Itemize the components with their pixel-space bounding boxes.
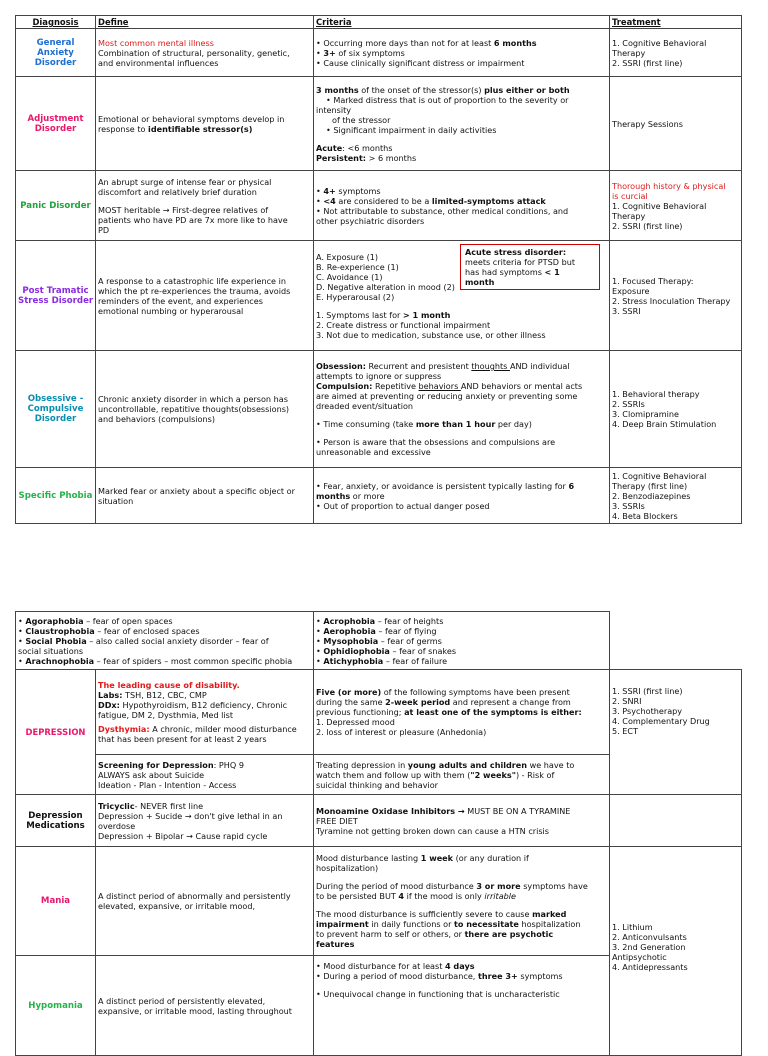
- define-hypomania: A distinct period of persistently elevated, expansive, or irritable mood, lasting throughout: [96, 956, 314, 1056]
- diagnosis-phobia: Specific Phobia: [16, 468, 96, 524]
- criteria-medications: Monoamine Oxidase Inhibitors → MUST BE ON A TYRAMINE FREE DIET Tyramine not getting broken down can cause a HTN crisis: [314, 795, 610, 847]
- criteria-hypomania: • Mood disturbance for at least 4 days • During a period of mood disturbance, three 3+ symptoms • Unequivocal change in functioning that is uncharacteristic: [314, 956, 610, 1056]
- diagnosis-ptsd: Post Tramatic Stress Disorder: [16, 241, 96, 351]
- define-adjustment: Emotional or behavioral symptoms develop in response to identifiable stressor(s): [96, 77, 314, 171]
- table-row-phobia-list: [16, 612, 742, 670]
- mood-disorders-table: [15, 611, 742, 1056]
- diagnosis-ocd: Obsessive - Compulsive Disorder: [16, 351, 96, 468]
- screening-depression: Screening for Depression: PHQ 9 ALWAYS ask about Suicide Ideation - Plan - Intention - Access: [96, 755, 314, 795]
- criteria-ocd: Obsession: Recurrent and presistent thoughts AND individual attempts to ignore or suppress Compulsion: Repetitive behaviors AND behaviors or mental acts are aimed at preventing or reducing anxiety or preventing some dreaded event/situation • Time consuming (take more than 1 hour per day) • Person is aware that the obsessions and compulsions are unreasonable and excessive: [314, 351, 610, 468]
- table-row-gad: [16, 29, 742, 77]
- table-row-phobia: [16, 468, 742, 524]
- young-depression: Treating depression in young adults and children we have to watch them and follow up with them ("2 weeks") - Risk of suicidal thinking and behavior: [314, 755, 610, 795]
- table-row-depression: [16, 670, 742, 755]
- treatment-medications: [610, 795, 742, 847]
- define-ptsd: A response to a catastrophic life experience in which the pt re-experiences the trauma, avoids reminders of the event, and experiences emotional numbing or hyperarousal: [96, 241, 314, 351]
- diagnosis-mania: Mania: [16, 847, 96, 956]
- diagnosis-hypomania: Hypomania: [16, 956, 96, 1056]
- treatment-adjustment: Therapy Sessions: [610, 77, 742, 171]
- anxiety-disorders-table: [15, 15, 742, 524]
- treatment-mania: 1. Lithium 2. Anticonvulsants 3. 2nd Generation Antipsychotic 4. Antidepressants: [610, 847, 742, 1056]
- treatment-depression: 1. SSRI (first line) 2. SNRI 3. Psychotherapy 4. Complementary Drug 5. ECT: [610, 670, 742, 795]
- treatment-ocd: 1. Behavioral therapy 2. SSRIs 3. Clomipramine 4. Deep Brain Stimulation: [610, 351, 742, 468]
- table-row-mania: [16, 847, 742, 956]
- treatment-ptsd: 1. Focused Therapy: Exposure 2. Stress Inoculation Therapy 3. SSRI: [610, 241, 742, 351]
- table-header-row: [16, 16, 742, 29]
- treatment-phobia: 1. Cognitive Behavioral Therapy (first line) 2. Benzodiazepines 3. SSRIs 4. Beta Blockers: [610, 468, 742, 524]
- diagnosis-depression: DEPRESSION: [16, 670, 96, 795]
- diagnosis-panic: Panic Disorder: [16, 171, 96, 241]
- criteria-depression: Five (or more) of the following symptoms have been present during the same 2-week period and represent a change from previous functioning; at least one of the symptoms is either: 1. Depressed mood 2. loss of interest or pleasure (Anhedonia): [314, 670, 610, 755]
- header-treatment: Treatment: [610, 16, 742, 29]
- header-criteria: Criteria: [314, 16, 610, 29]
- define-ocd: Chronic anxiety disorder in which a person has uncontrollable, repatitive thoughts(obsessions) and behaviors (compulsions): [96, 351, 314, 468]
- header-define: Define: [96, 16, 314, 29]
- define-phobia: Marked fear or anxiety about a specific object or situation: [96, 468, 314, 524]
- define-depression: The leading cause of disability. Labs: TSH, B12, CBC, CMP DDx: Hypothyroidism, B12 deficiency, Chronic fatigue, DM 2, Dysthmia, Med list Dysthymia: A chronic, milder mood disturbance that has been present for at least 2 years: [96, 670, 314, 755]
- define-gad: Most common mental illness Combination of structural, personality, genetic, and environmental influences: [96, 29, 314, 77]
- diagnosis-medications: Depression Medications: [16, 795, 96, 847]
- define-mania: A distinct period of abnormally and persistently elevated, expansive, or irritable mood,: [96, 847, 314, 956]
- criteria-ptsd: A. Exposure (1) B. Re-experience (1) C. Avoidance (1) D. Negative alteration in mood (2) E. Hyperarousal (2) 1. Symptoms last for > 1 month 2. Create distress or functional impairment 3. Not due to medication, substance use, or other illness Acute stress disorder: meets criteria for PTSD but has had symptoms < 1 month: [314, 241, 610, 351]
- phobia-list-left: • Agoraphobia – fear of open spaces • Claustrophobia – fear of enclosed spaces • Social Phobia – also called social anxiety disorder – fear of social situations • Arachnophobia – fear of spiders – most common specific phobia: [16, 612, 314, 670]
- criteria-gad: • Occurring more days than not for at least 6 months • 3+ of six symptoms • Cause clinically significant distress or impairment: [314, 29, 610, 77]
- table-row-adjustment: [16, 77, 742, 171]
- phobia-list-right: • Acrophobia – fear of heights • Aerophobia – fear of flying • Mysophobia – fear of germs • Ophidiophobia – fear of snakes • Atichyphobia – fear of failure: [314, 612, 610, 670]
- header-diagnosis: Diagnosis: [16, 16, 96, 29]
- criteria-phobia: • Fear, anxiety, or avoidance is persistent typically lasting for 6 months or more • Out of proportion to actual danger posed: [314, 468, 610, 524]
- criteria-adjustment: 3 months of the onset of the stressor(s) plus either or both • Marked distress that is out of proportion to the severity or intensity of the stressor • Significant impairment in daily activities Acute: <6 months Persistent: > 6 months: [314, 77, 610, 171]
- criteria-panic: • 4+ symptoms • <4 are considered to be a limited-symptoms attack • Not attributable to substance, other medical conditions, and other psychiatric disorders: [314, 171, 610, 241]
- treatment-gad: 1. Cognitive Behavioral Therapy 2. SSRI (first line): [610, 29, 742, 77]
- phobia-list-empty: [610, 612, 742, 670]
- acute-stress-callout: Acute stress disorder: meets criteria for PTSD but has had symptoms < 1 month: [460, 244, 600, 290]
- table-row-ptsd: [16, 241, 742, 351]
- diagnosis-adjustment: Adjustment Disorder: [16, 77, 96, 171]
- diagnosis-gad: General Anxiety Disorder: [16, 29, 96, 77]
- define-medications: Tricyclic- NEVER first line Depression + Sucide → don't give lethal in an overdose Depression + Bipolar → Cause rapid cycle: [96, 795, 314, 847]
- table-row-ocd: [16, 351, 742, 468]
- criteria-mania: Mood disturbance lasting 1 week (or any duration if hospitalization) During the period of mood disturbance 3 or more symptoms have to be persisted BUT 4 if the mood is only irritable The mood disturbance is sufficiently severe to cause marked impairment in daily functions or to necessitate hospitalization to prevent harm to self or others, or there are psychotic features: [314, 847, 610, 956]
- table-row-medications: [16, 795, 742, 847]
- table-row-panic: [16, 171, 742, 241]
- treatment-panic: Thorough history & physical is curcial 1. Cognitive Behavioral Therapy 2. SSRI (first line): [610, 171, 742, 241]
- define-panic: An abrupt surge of intense fear or physical discomfort and relatively brief duration MOST heritable → First-degree relatives of patients who have PD are 7x more like to have PD: [96, 171, 314, 241]
